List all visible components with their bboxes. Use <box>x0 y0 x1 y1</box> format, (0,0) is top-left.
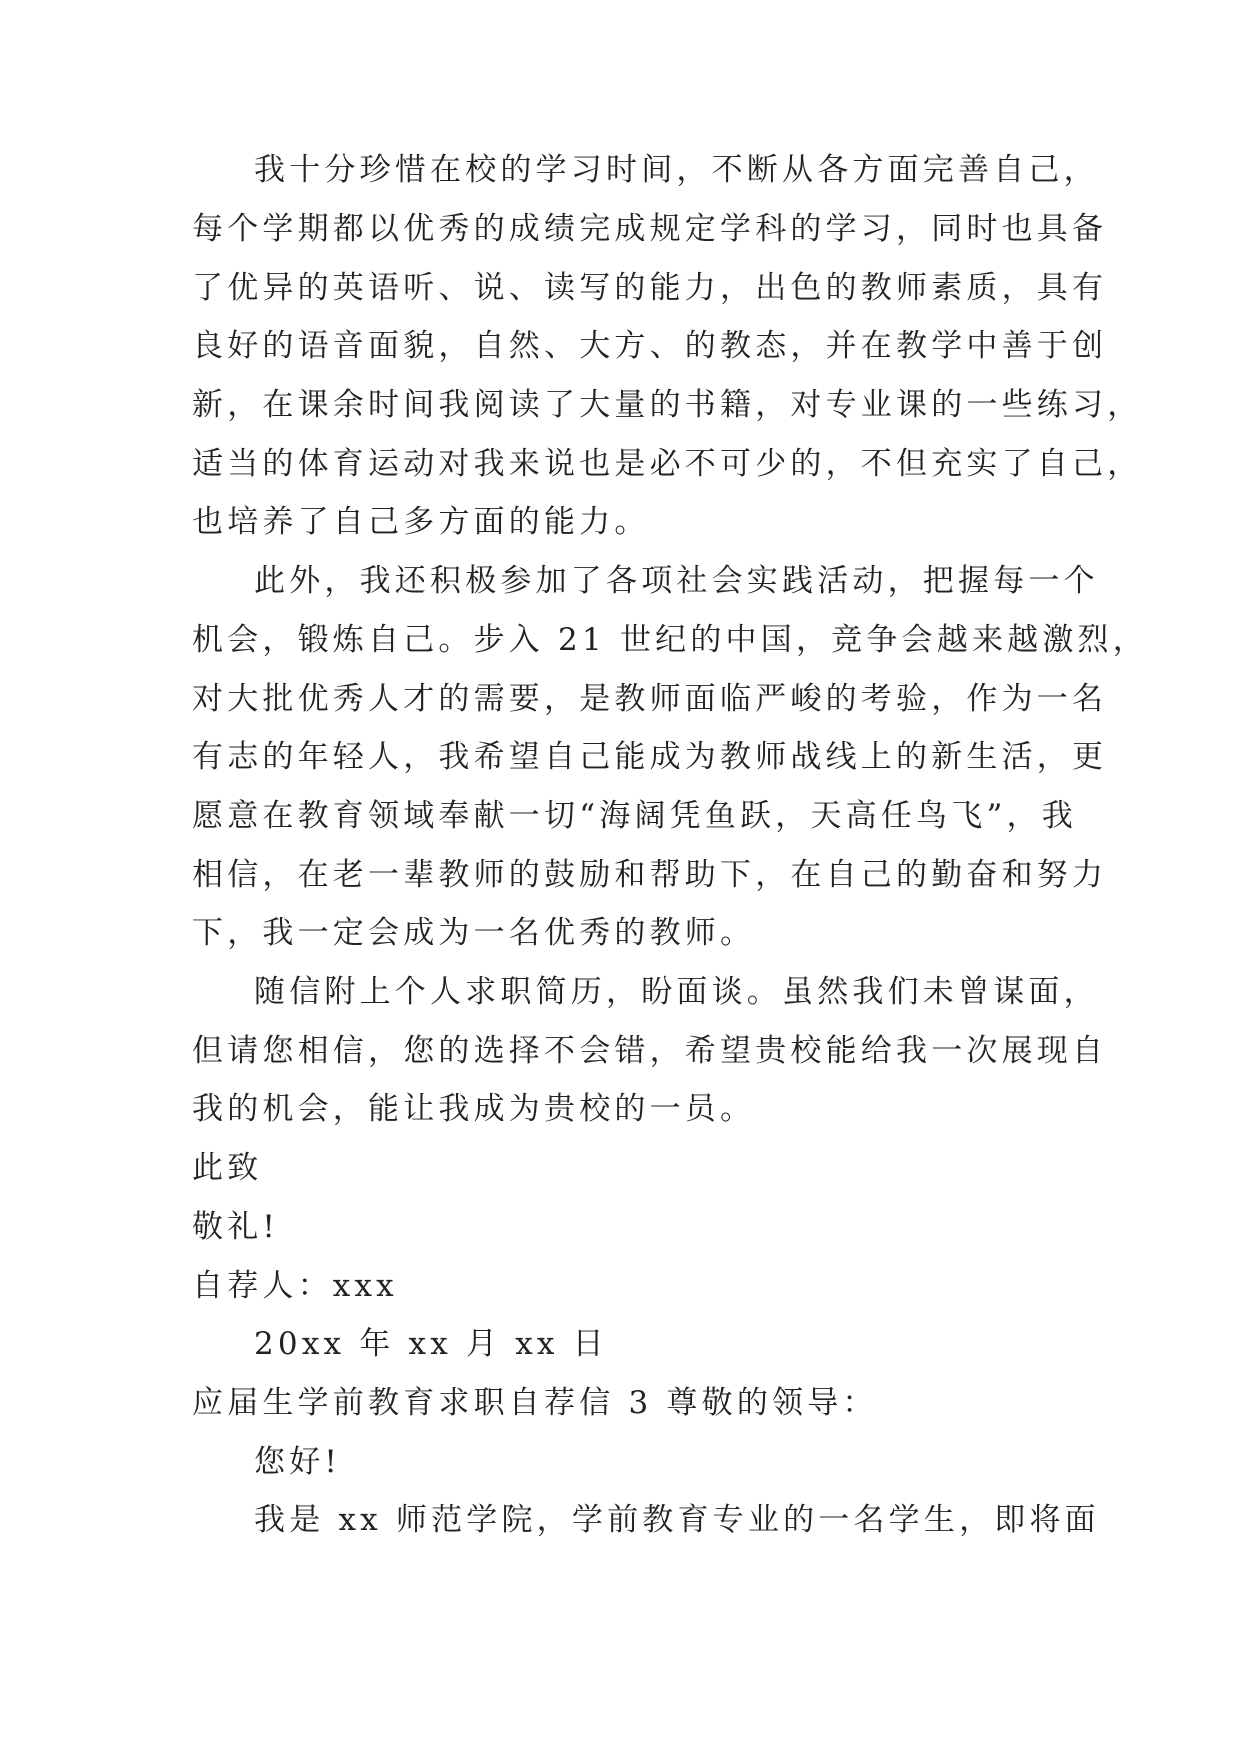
paragraph-3-line-2: 但请您相信，您的选择不会错，希望贵校能给我一次展现自 <box>192 1033 1108 1069</box>
section-heading: 应届生学前教育求职自荐信 3 尊敬的领导： <box>192 1385 878 1421</box>
paragraph-1-line-7: 也培养了自己多方面的能力。 <box>192 504 650 540</box>
paragraph-2-line-6: 相信，在老一辈教师的鼓励和帮助下，在自己的勤奋和努力 <box>192 857 1108 893</box>
paragraph-2-line-4: 有志的年轻人，我希望自己能成为教师战线上的新生活，更 <box>192 739 1108 775</box>
paragraph-1-line-2: 每个学期都以优秀的成绩完成规定学科的学习，同时也具备 <box>192 211 1108 247</box>
paragraph-1-line-3: 了优异的英语听、说、读写的能力，出色的教师素质，具有 <box>192 270 1108 306</box>
paragraph-2-line-5: 愿意在教育领域奉献一切“海阔凭鱼跃，天高任鸟飞”，我 <box>192 798 1077 834</box>
signature-line: 自荐人：xxx <box>192 1268 398 1304</box>
paragraph-2-line-2: 机会，锻炼自己。步入 21 世纪的中国，竞争会越来越激烈， <box>192 622 1148 658</box>
paragraph-3-line-1: 随信附上个人求职简历，盼面谈。虽然我们未曾谋面， <box>254 974 1099 1010</box>
closing-regards: 敬礼! <box>192 1209 280 1245</box>
paragraph-1-line-4: 良好的语音面貌，自然、大方、的教态，并在教学中善于创 <box>192 328 1108 364</box>
paragraph-2-line-7: 下，我一定会成为一名优秀的教师。 <box>192 915 756 951</box>
paragraph-3-line-3: 我的机会，能让我成为贵校的一员。 <box>192 1091 756 1127</box>
date-line: 20xx 年 xx 月 xx 日 <box>254 1326 608 1362</box>
greeting: 您好! <box>254 1444 342 1480</box>
paragraph-1-line-6: 适当的体育运动对我来说也是必不可少的，不但充实了自己， <box>192 446 1143 482</box>
paragraph-1-line-1: 我十分珍惜在校的学习时间，不断从各方面完善自己， <box>254 152 1099 188</box>
paragraph-4-line-1: 我是 xx 师范学院，学前教育专业的一名学生，即将面 <box>254 1502 1100 1538</box>
paragraph-2-line-1: 此外，我还积极参加了各项社会实践活动，把握每一个 <box>254 563 1099 599</box>
closing-salutation: 此致 <box>192 1150 263 1186</box>
paragraph-1-line-5: 新，在课余时间我阅读了大量的书籍，对专业课的一些练习， <box>192 387 1143 423</box>
paragraph-2-line-3: 对大批优秀人才的需要，是教师面临严峻的考验，作为一名 <box>192 681 1108 717</box>
